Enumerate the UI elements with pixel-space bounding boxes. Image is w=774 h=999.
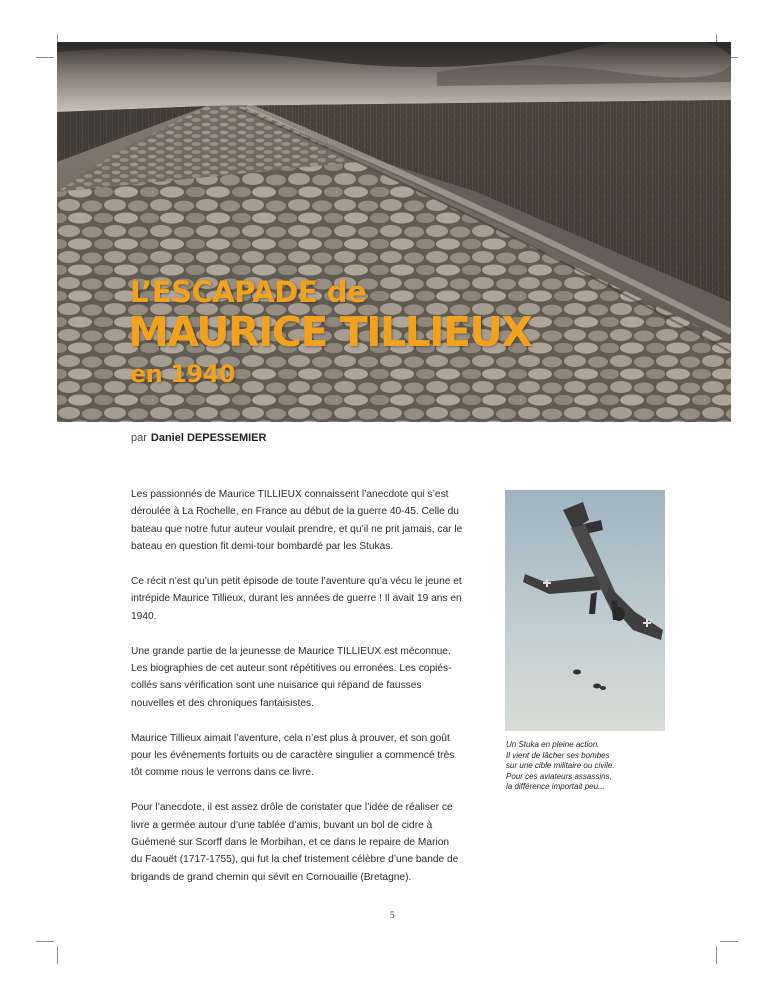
title-line-escapade: L’ESCAPADE de bbox=[130, 275, 367, 309]
paragraph: Une grande partie de la jeunesse de Maurice TILLIEUX est méconnue. Les biographies de cet auteur sont répétitives ou erronées. Les copiés-collés sans vérification sont une nuisance qui répand de fausses nouvelles et des chroniques fantaisistes. bbox=[131, 645, 452, 709]
crop-mark-bottom-left bbox=[57, 946, 58, 964]
caption-line: sur une cible militaire ou civile. bbox=[506, 761, 615, 771]
article-body bbox=[131, 486, 463, 904]
title-line-year: en 1940 bbox=[130, 360, 236, 388]
caption-line: Pour ces aviateurs assassins, bbox=[506, 771, 612, 781]
byline-author: Daniel DEPESSEMIER bbox=[150, 432, 267, 444]
paragraph: Maurice Tillieux aimait l’aventure, cela n’est plus à prouver, et son goût pour les événements fortuits ou de caractère singulier a commencé très tôt comme nous le verrons dans ce livre. bbox=[131, 732, 455, 779]
title-line-name: MAURICE TILLIEUX bbox=[128, 308, 532, 356]
photo-caption bbox=[506, 740, 666, 793]
caption-line: Il vient de lâcher ses bombes bbox=[506, 750, 610, 760]
crop-mark-bottom-right bbox=[716, 946, 717, 964]
byline bbox=[131, 432, 266, 444]
page-number: 5 bbox=[390, 910, 395, 920]
crop-mark-bottom-left-h bbox=[36, 941, 54, 942]
crop-mark-bottom-right-h bbox=[720, 941, 738, 942]
paragraph: Pour l’anecdote, il est assez drôle de constater que l’idée de réaliser ce livre a germée autour d’une tablée d’amis, buvant un bol de cidre à Guémené sur Scorff dans le Morbihan, et ce dans le repaire de Marion du Faouët (1717-1755), qui fut la chef tristement célèbre d’une bande de brigands de grand chemin qui sévit en Cornouaille (Bretagne). bbox=[131, 802, 459, 883]
caption-line: la différence importait peu... bbox=[506, 782, 605, 792]
paragraph: Les passionnés de Maurice TILLIEUX connaissent l’anecdote qui s’est déroulée à La Rochelle, en France au début de la guerre 40-45. Celle du bateau que notre futur auteur voulait prendre, et qu’il ne prit jamais, car le bateau en question fit demi-tour bombardé par les Stukas. bbox=[131, 489, 463, 553]
stuka-photo bbox=[505, 490, 665, 731]
caption-line: Un Stuka en pleine action. bbox=[506, 740, 600, 749]
crop-mark-top-left-h bbox=[36, 57, 54, 58]
paragraph: Ce récit n’est qu’un petit épisode de toute l’aventure qu’a vécu le jeune et intrépide Maurice Tillieux, durant les années de guerre ! Il avait 19 ans en 1940. bbox=[131, 576, 462, 622]
byline-prefix: par bbox=[131, 432, 147, 444]
